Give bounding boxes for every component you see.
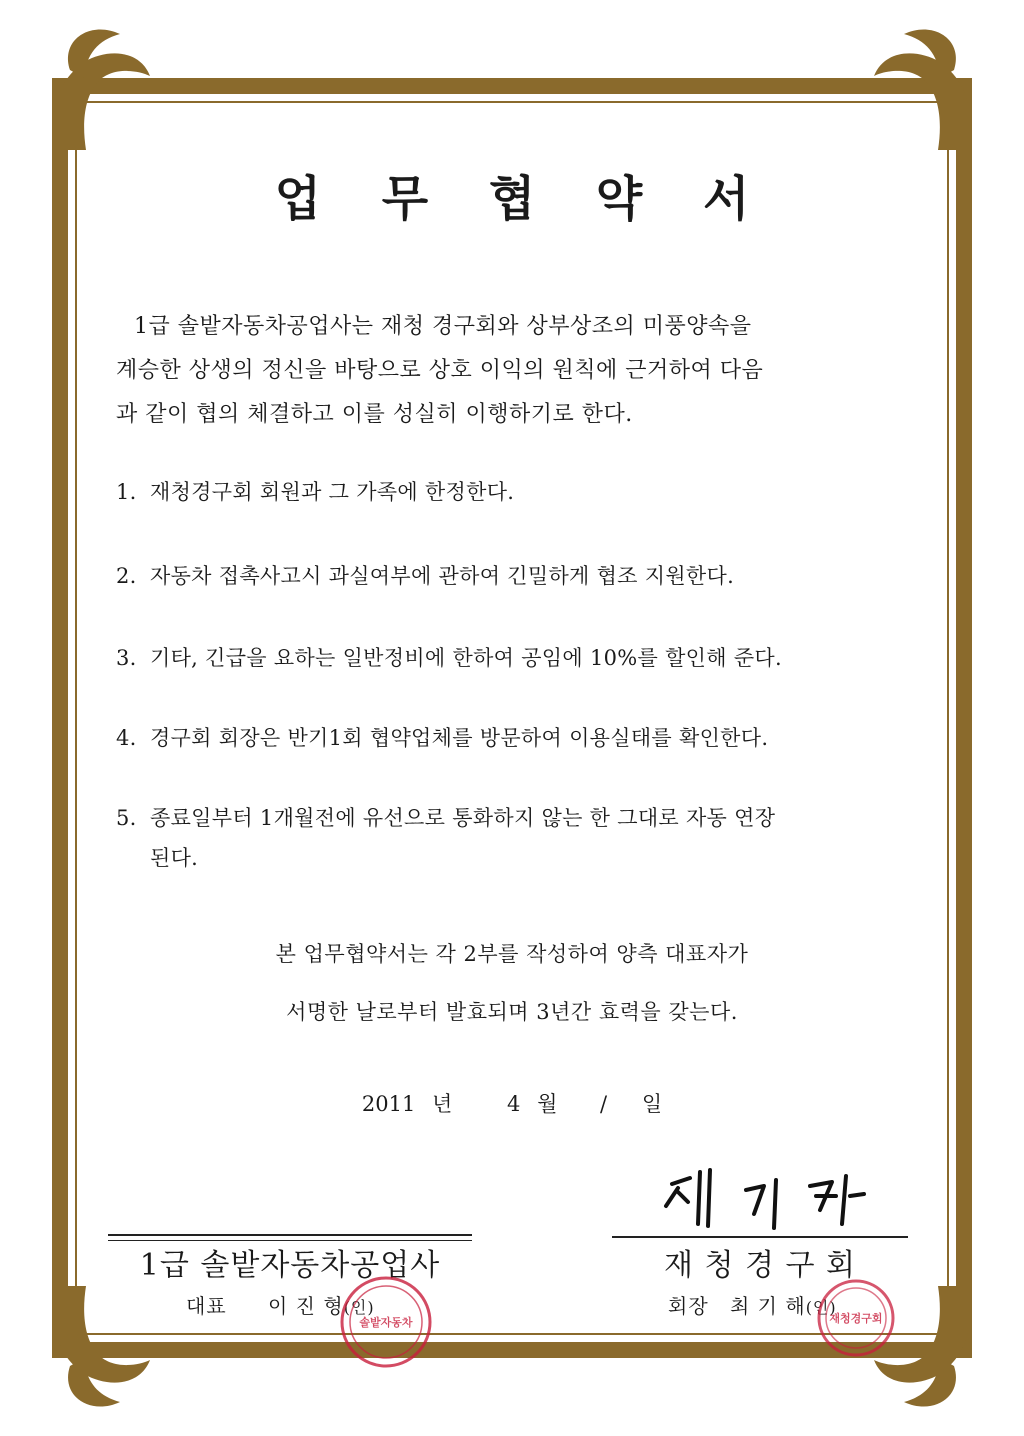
- item-text: 경구회 회장은 반기1회 협약업체를 방문하여 이용실태를 확인한다.: [150, 726, 769, 750]
- agreement-item-3: [116, 638, 916, 678]
- item-number: 5.: [116, 806, 137, 830]
- left-seal-mark: (인): [343, 1298, 375, 1317]
- left-org-name: 1급 솔밭자동차공업사: [139, 1248, 441, 1283]
- item-number: 2.: [116, 564, 137, 588]
- right-org-name: 재 청 경 구 회: [663, 1248, 857, 1283]
- left-name: 이 진 형: [268, 1294, 344, 1318]
- right-representative: [668, 1290, 837, 1319]
- item-number: 4.: [116, 726, 137, 750]
- handwritten-signature: [650, 1166, 890, 1236]
- item-text: 자동차 접촉사고시 과실여부에 관하여 긴밀하게 협조 지원한다.: [150, 564, 735, 588]
- signing-date: [0, 1088, 1024, 1118]
- right-name: 최 기 해: [730, 1294, 806, 1318]
- intro-paragraph: [116, 305, 916, 437]
- date-year-unit: 년: [432, 1092, 453, 1116]
- agreement-item-2: [116, 556, 916, 596]
- right-seal-mark: (인): [805, 1298, 837, 1317]
- agreement-item-5: [116, 798, 916, 878]
- left-seal-stamp: [336, 1272, 436, 1372]
- right-seal-text: 재청경구회: [829, 1312, 883, 1325]
- left-seal-text: 솔밭자동차: [359, 1316, 413, 1329]
- item-text: 재청경구회 회원과 그 가족에 한정한다.: [150, 480, 515, 504]
- left-signature-rule: [108, 1234, 472, 1236]
- closing-line: 서명한 날로부터 발효되며 3년간 효력을 갖는다.: [286, 1000, 738, 1024]
- item-text: 종료일부터 1개월전에 유선으로 통화하지 않는 한 그대로 자동 연장: [150, 806, 776, 830]
- right-signature-rule: [612, 1236, 908, 1238]
- intro-line: 과 같이 협의 체결하고 이를 성실히 이행하기로 한다.: [116, 402, 633, 427]
- item-number: 1.: [116, 480, 137, 504]
- agreement-item-1: [116, 472, 916, 512]
- item-number: 3.: [116, 646, 137, 670]
- date-month: 4: [507, 1092, 521, 1116]
- document-title: 업 무 협 약 서: [274, 171, 772, 227]
- date-day-unit: 일: [641, 1092, 663, 1116]
- date-day: /: [600, 1092, 608, 1116]
- left-role: 대표: [186, 1294, 227, 1318]
- right-role: 회장: [668, 1294, 709, 1318]
- item-text-continued: 된다.: [150, 846, 199, 870]
- agreement-item-4: [116, 718, 916, 758]
- closing-line: 본 업무협약서는 각 2부를 작성하여 양측 대표자가: [275, 942, 749, 966]
- right-seal-stamp: [814, 1276, 898, 1360]
- intro-line: 계승한 상생의 정신을 바탕으로 상호 이익의 원칙에 근거하여 다음: [116, 358, 764, 383]
- item-text: 기타, 긴급을 요하는 일반정비에 한하여 공임에 10%를 할인해 준다.: [150, 646, 782, 670]
- date-year: 2011: [361, 1092, 416, 1116]
- date-month-unit: 월: [537, 1092, 558, 1116]
- intro-line: 1급 솔밭자동차공업사는 재청 경구회와 상부상조의 미풍양속을: [134, 314, 752, 339]
